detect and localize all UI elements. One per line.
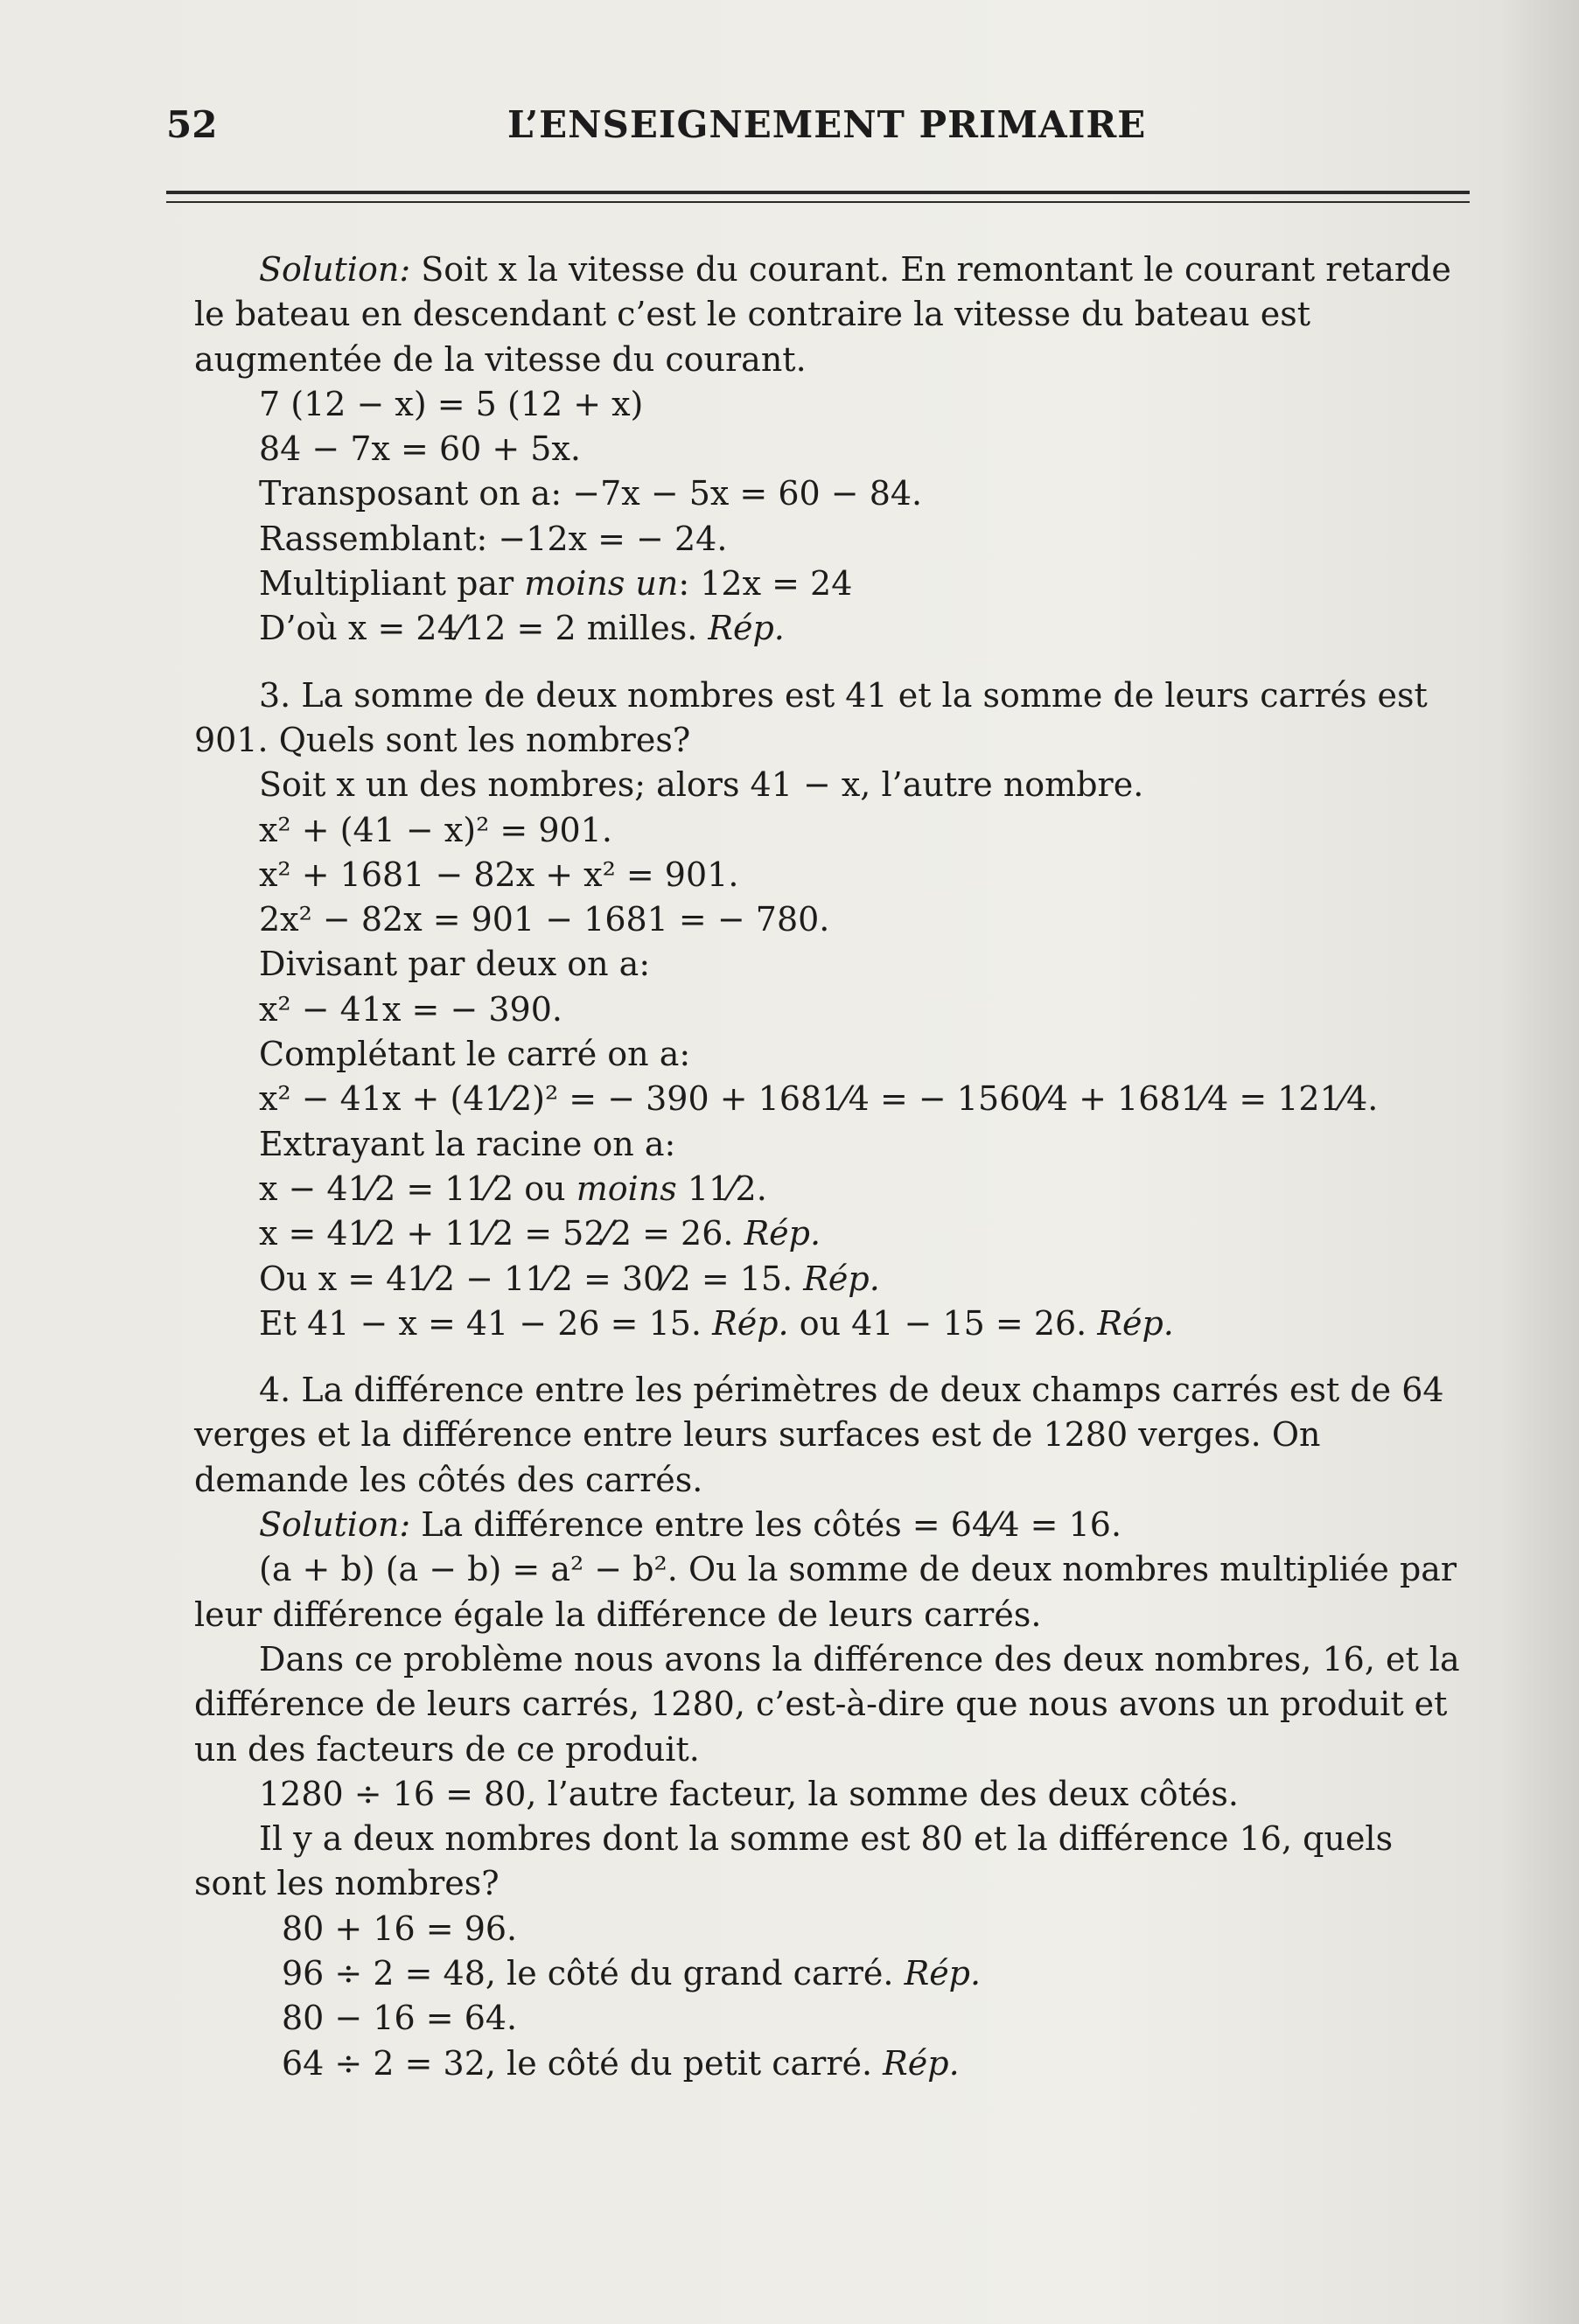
page-body (194, 248, 1470, 2086)
answer-mark: Rép. (708, 609, 785, 648)
equation-line: Extrayant la racine on a: (259, 1124, 676, 1163)
equation-line (194, 1211, 1470, 1256)
text-fragment: : 12x = 24 (678, 564, 853, 604)
solution-label: Solution: (259, 250, 411, 289)
equation-line: Transposant on a: −7x − 5x = 60 − 84. (259, 474, 923, 513)
equation-line: x² + (41 − x)² = 901. (259, 810, 612, 849)
page-header (166, 103, 1470, 156)
equation-line: 2x² − 82x = 901 − 1681 = − 780. (259, 900, 830, 939)
text-fragment: Multipliant par (259, 564, 525, 604)
identity-paragraph: (a + b) (a − b) = a² − b². Ou la somme de deux nombres multipliée par leur différence égale la différence de leurs carrés. (194, 1550, 1457, 1634)
equation-line: x² − 41x + (41⁄2)² = − 390 + 1681⁄4 = − 1560⁄4 + 1681⁄4 = 121⁄4. (259, 1079, 1379, 1119)
equation-line: Complétant le carré on a: (259, 1035, 691, 1074)
problem-3-statement: 3. La somme de deux nombres est 41 et la somme de leurs carrés est 901. Quels sont les nombres? (194, 675, 1428, 759)
equation-line (194, 1257, 1470, 1302)
solution-line (194, 1503, 1470, 1547)
equation-line: Rassemblant: −12x = − 24. (259, 519, 728, 558)
equation-line: x² + 1681 − 82x + x² = 901. (259, 855, 739, 894)
text-fragment: ou 41 − 15 = 26. (788, 1303, 1098, 1343)
page-number: 52 (166, 103, 218, 146)
header-rule-thin (166, 201, 1470, 203)
equation-line: Soit x un des nombres; alors 41 − x, l’autre nombre. (259, 765, 1144, 805)
answer-mark: Rép. (904, 1953, 982, 1992)
solution-intro: Soit x la vitesse du courant. En remontant le courant retarde le bateau en descendant c’est le contraire la vitesse du bateau est augmentée de la vitesse du courant. (194, 250, 1451, 379)
spacer (194, 652, 1470, 673)
running-title: L’ENSEIGNEMENT PRIMAIRE (507, 103, 1147, 146)
text-fragment: D’où x = 24⁄12 = 2 milles. (259, 609, 709, 648)
equation-line: 7 (12 − x) = 5 (12 + x) (259, 384, 644, 423)
equation-line (194, 1167, 1470, 1211)
equation-line: 80 − 16 = 64. (282, 1999, 518, 2038)
answer-mark: Rép. (1097, 1303, 1174, 1343)
text-fragment: 64 ÷ 2 = 32, le côté du petit carré. (282, 2043, 884, 2083)
equation-line: 84 − 7x = 60 + 5x. (259, 429, 581, 469)
text-fragment: 11⁄2. (676, 1169, 767, 1208)
solution-label: Solution: (259, 1505, 411, 1545)
equation-line (194, 1951, 1470, 1996)
equation-line: Divisant par deux on a: (259, 945, 651, 984)
text-fragment: x − 41⁄2 = 11⁄2 ou (259, 1169, 576, 1208)
solution-paragraph (194, 248, 1470, 382)
answer-mark: Rép. (712, 1303, 789, 1343)
text-fragment: 96 ÷ 2 = 48, le côté du grand carré. (282, 1953, 905, 1992)
header-rule (166, 191, 1470, 194)
equation-line: 1280 ÷ 16 = 80, l’autre facteur, la somme des deux côtés. (259, 1774, 1239, 1813)
explanation-paragraph: Dans ce problème nous avons la différence des deux nombres, 16, et la différence de leurs carrés, 1280, c’est-à-dire que nous avons un produit et un des facteurs de ce produit. (194, 1639, 1460, 1769)
equation-line: x² − 41x = − 390. (259, 989, 562, 1029)
answer-mark: Rép. (744, 1214, 821, 1253)
equation-line: 80 + 16 = 96. (282, 1909, 518, 1948)
text-fragment: La différence entre les côtés = 64⁄4 = 16. (410, 1505, 1122, 1545)
equation-line (194, 1302, 1470, 1346)
equation-line (194, 606, 1470, 651)
equation-line (194, 2041, 1470, 2086)
problem-4-statement: 4. La différence entre les périmètres de deux champs carrés est de 64 verges et la différence entre leurs surfaces est de 1280 verges. On demande les côtés des carrés. (194, 1371, 1444, 1499)
equation-line (194, 562, 1470, 606)
text-fragment: x = 41⁄2 + 11⁄2 = 52⁄2 = 26. (259, 1214, 744, 1253)
text-fragment: moins (576, 1169, 677, 1208)
spacer (194, 1346, 1470, 1368)
explanation-paragraph: Il y a deux nombres dont la somme est 80 et la différence 16, quels sont les nombres? (194, 1819, 1394, 1903)
text-fragment: Et 41 − x = 41 − 26 = 15. (259, 1303, 713, 1343)
answer-mark: Rép. (803, 1259, 880, 1298)
answer-mark: Rép. (883, 2043, 960, 2083)
text-fragment: Ou x = 41⁄2 − 11⁄2 = 30⁄2 = 15. (259, 1259, 804, 1298)
text-fragment: moins un (524, 564, 679, 604)
